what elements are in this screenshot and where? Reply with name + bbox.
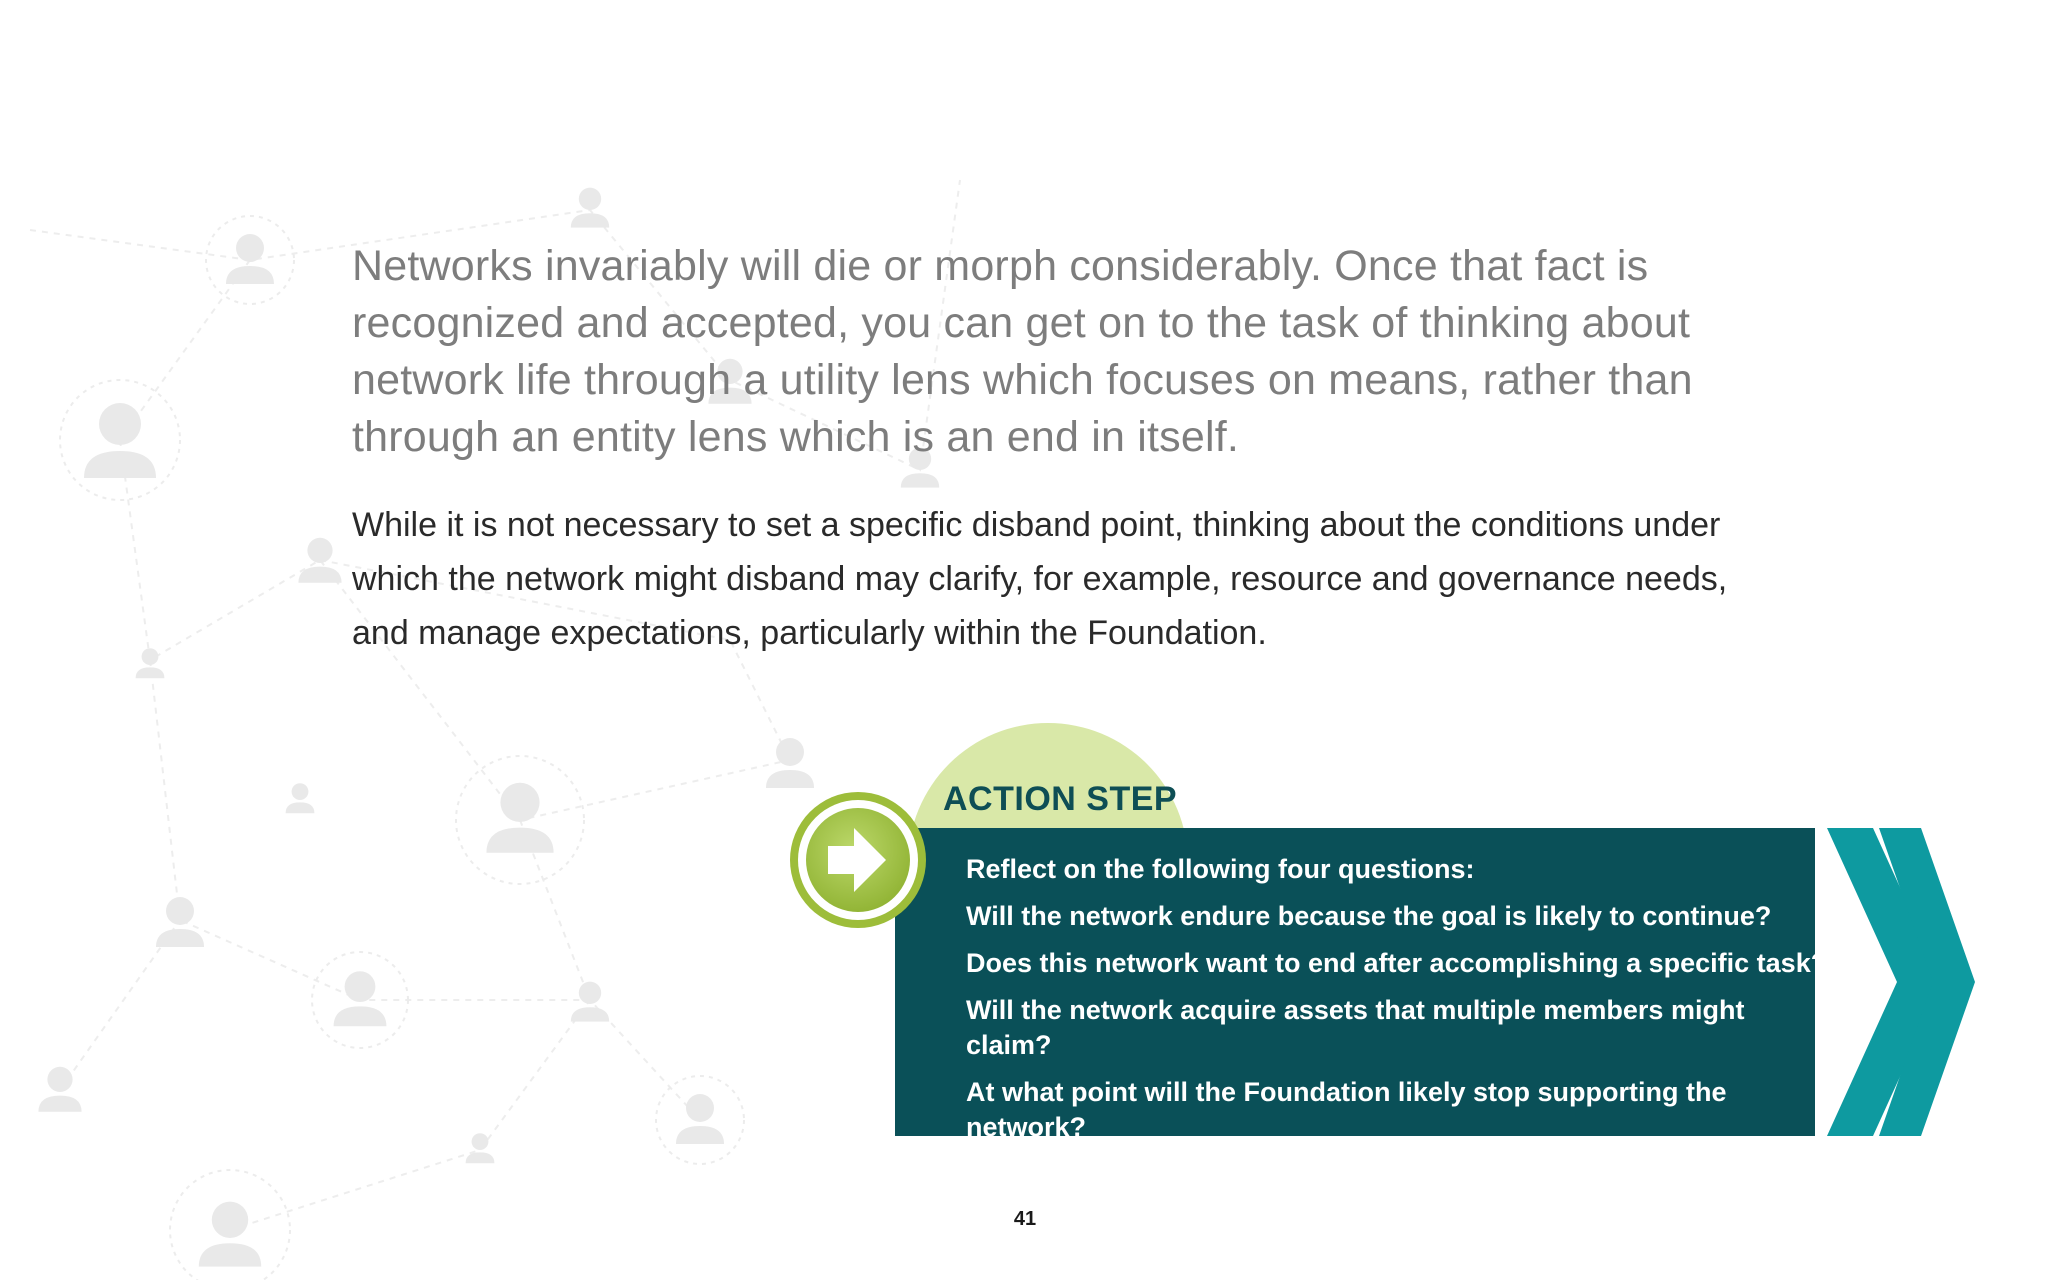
intro-paragraph: Networks invariably will die or morph considerably. Once that fact is recognized and accepted, you can get on to the task of thinking about network life through a utility lens which focuses on means, rather than through an entity lens which is an end in itself. <box>352 242 1693 461</box>
page-number: 41 <box>1013 1208 1037 1230</box>
action-step-title: ACTION STEP <box>943 780 1178 818</box>
list-item: Reflect on the following four questions: <box>966 854 1475 884</box>
list-item: At what point will the Foundation likely stop supporting the network? <box>966 1077 1727 1142</box>
list-item: Will the network acquire assets that multiple members might claim? <box>966 995 1745 1060</box>
arrow-right-icon <box>788 790 928 930</box>
action-step-questions <box>966 852 1836 1157</box>
body-paragraph: While it is not necessary to set a specific disband point, thinking about the conditions under which the network might disband may clarify, for example, resource and governance needs, and manage expectations, particularly within the Foundation. <box>352 506 1728 652</box>
double-chevron-icon <box>1815 828 1975 1136</box>
list-item: Will the network endure because the goal is likely to continue? <box>966 901 1772 931</box>
list-item: Does this network want to end after accomplishing a specific task? <box>966 948 1828 978</box>
